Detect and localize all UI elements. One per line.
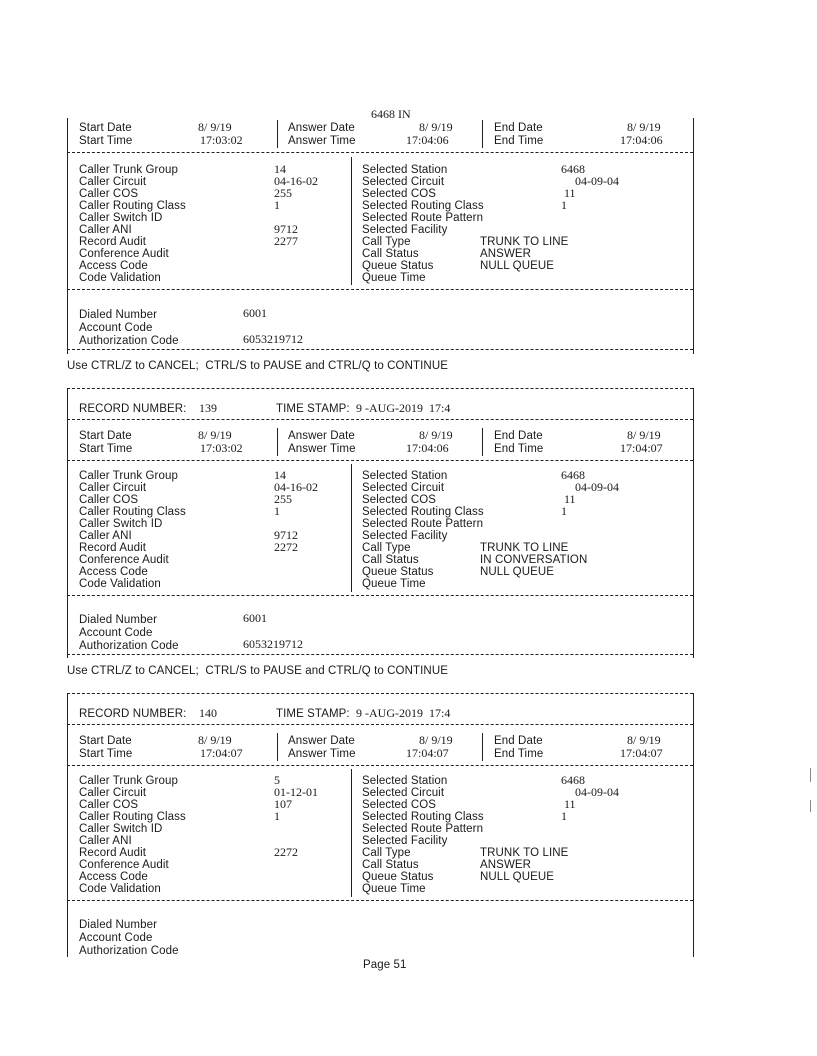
field-label: Caller COS xyxy=(79,494,139,506)
field-label: Queue Time xyxy=(362,883,426,895)
end-time-label: End Time xyxy=(494,748,544,760)
column-divider xyxy=(277,733,278,761)
left-border xyxy=(67,118,68,354)
separator xyxy=(67,289,693,290)
record-number-value: 139 xyxy=(199,401,217,415)
separator xyxy=(67,349,693,350)
left-border xyxy=(67,693,68,957)
answer-date-value: 8/ 9/19 xyxy=(419,733,453,747)
dialed-number-label: Dialed Number xyxy=(79,309,157,321)
column-divider xyxy=(351,464,352,592)
start-date-value: 8/ 9/19 xyxy=(198,428,232,442)
field-value: 04-09-04 xyxy=(575,174,619,188)
authorization-code-value: 6053219712 xyxy=(243,637,303,651)
field-label: Caller ANI xyxy=(79,835,132,847)
field-label: Selected Route Pattern xyxy=(362,212,484,224)
field-label: Selected Facility xyxy=(362,530,448,542)
field-value: 1 xyxy=(561,198,567,212)
column-divider xyxy=(482,733,483,761)
dialed-number-value: 6001 xyxy=(243,611,267,625)
field-label: Record Audit xyxy=(79,847,147,859)
field-value: ANSWER xyxy=(480,859,532,871)
field-value: 14 xyxy=(274,162,286,176)
field-value: TRUNK TO LINE xyxy=(480,236,569,248)
field-label: Caller Circuit xyxy=(79,482,147,494)
answer-time-value: 17:04:07 xyxy=(406,746,449,760)
field-value: 14 xyxy=(274,468,286,482)
field-value: 255 xyxy=(274,186,292,200)
field-value: TRUNK TO LINE xyxy=(480,847,569,859)
field-label: Selected Routing Class xyxy=(362,200,484,212)
authorization-code-label: Authorization Code xyxy=(79,640,179,652)
separator xyxy=(67,900,693,901)
record-number-value: 140 xyxy=(199,706,217,720)
field-label: Queue Time xyxy=(362,578,426,590)
start-time-value: 17:04:07 xyxy=(200,746,243,760)
field-label: Call Status xyxy=(362,554,419,566)
field-label: Selected Route Pattern xyxy=(362,518,484,530)
field-value: 1 xyxy=(274,504,280,518)
field-value: 04-16-02 xyxy=(274,174,318,188)
field-label: Call Status xyxy=(362,248,419,260)
end-time-label: End Time xyxy=(494,135,544,147)
field-label: Access Code xyxy=(79,566,148,578)
field-label: Conference Audit xyxy=(79,248,169,260)
end-date-value: 8/ 9/19 xyxy=(627,428,661,442)
field-label: Code Validation xyxy=(79,883,161,895)
column-divider xyxy=(482,120,483,148)
start-time-value: 17:03:02 xyxy=(200,133,243,147)
field-label: Caller Routing Class xyxy=(79,811,186,823)
control-message: Use CTRL/Z to CANCEL; CTRL/S to PAUSE and CTRL/Q to CONTINUE xyxy=(67,360,449,372)
start-time-label: Start Time xyxy=(79,443,133,455)
answer-date-label: Answer Date xyxy=(288,122,355,134)
answer-date-label: Answer Date xyxy=(288,430,355,442)
start-date-value: 8/ 9/19 xyxy=(198,733,232,747)
start-time-value: 17:03:02 xyxy=(200,441,243,455)
field-value: NULL QUEUE xyxy=(480,566,555,578)
column-divider xyxy=(351,769,352,897)
field-value: 11 xyxy=(564,492,576,506)
field-label: Caller Switch ID xyxy=(79,212,163,224)
field-label: Selected COS xyxy=(362,799,437,811)
answer-date-label: Answer Date xyxy=(288,735,355,747)
field-value: NULL QUEUE xyxy=(480,260,555,272)
field-value: 2272 xyxy=(274,540,298,554)
answer-time-label: Answer Time xyxy=(288,443,356,455)
page-number: Page 51 xyxy=(363,959,407,971)
field-label: Caller Switch ID xyxy=(79,823,163,835)
column-divider xyxy=(277,120,278,148)
start-time-label: Start Time xyxy=(79,135,133,147)
field-value: 5 xyxy=(274,773,280,787)
answer-time-label: Answer Time xyxy=(288,135,356,147)
time-stamp-label: TIME STAMP: xyxy=(276,403,350,415)
field-label: Selected Station xyxy=(362,775,448,787)
field-label: Caller ANI xyxy=(79,224,132,236)
field-label: Call Type xyxy=(362,542,411,554)
field-label: Caller ANI xyxy=(79,530,132,542)
start-time-label: Start Time xyxy=(79,748,133,760)
right-border xyxy=(693,388,694,658)
dialed-number-value: 6001 xyxy=(243,306,267,320)
field-label: Record Audit xyxy=(79,236,147,248)
field-label: Record Audit xyxy=(79,542,147,554)
field-value: IN CONVERSATION xyxy=(480,554,588,566)
separator xyxy=(67,693,693,694)
scan-mark xyxy=(810,800,811,812)
dialed-number-label: Dialed Number xyxy=(79,919,157,931)
field-value: TRUNK TO LINE xyxy=(480,542,569,554)
field-label: Caller COS xyxy=(79,188,139,200)
field-value: 1 xyxy=(561,504,567,518)
field-label: Selected COS xyxy=(362,494,437,506)
field-value: 2277 xyxy=(274,234,298,248)
account-code-label: Account Code xyxy=(79,322,153,334)
channel-label: 6468 IN xyxy=(371,107,411,121)
end-time-value: 17:04:06 xyxy=(620,133,663,147)
field-label: Selected Circuit xyxy=(362,787,445,799)
field-value: 6468 xyxy=(561,773,585,787)
field-value: 04-09-04 xyxy=(575,785,619,799)
field-label: Caller Trunk Group xyxy=(79,775,178,787)
field-label: Selected Station xyxy=(362,470,448,482)
field-label: Code Validation xyxy=(79,578,161,590)
field-value: 9712 xyxy=(274,528,298,542)
column-divider xyxy=(482,428,483,456)
right-border xyxy=(693,693,694,957)
answer-date-value: 8/ 9/19 xyxy=(419,428,453,442)
field-value: ANSWER xyxy=(480,248,532,260)
record-number-label: RECORD NUMBER: xyxy=(79,708,187,720)
field-value: 01-12-01 xyxy=(274,785,318,799)
field-label: Selected COS xyxy=(362,188,437,200)
right-border xyxy=(693,118,694,354)
control-message: Use CTRL/Z to CANCEL; CTRL/S to PAUSE and CTRL/Q to CONTINUE xyxy=(67,665,449,677)
time-stamp-label: TIME STAMP: xyxy=(276,708,350,720)
end-date-value: 8/ 9/19 xyxy=(627,733,661,747)
field-label: Caller Routing Class xyxy=(79,506,186,518)
account-code-label: Account Code xyxy=(79,627,153,639)
start-date-label: Start Date xyxy=(79,122,132,134)
authorization-code-value: 6053219712 xyxy=(243,332,303,346)
field-label: Call Type xyxy=(362,847,411,859)
field-value: 1 xyxy=(561,809,567,823)
field-label: Caller Trunk Group xyxy=(79,164,178,176)
column-divider xyxy=(351,157,352,285)
answer-time-value: 17:04:06 xyxy=(406,441,449,455)
separator xyxy=(67,152,693,153)
field-value: 6468 xyxy=(561,468,585,482)
field-label: Selected Facility xyxy=(362,835,448,847)
field-value: 04-16-02 xyxy=(274,480,318,494)
column-divider xyxy=(277,428,278,456)
field-label: Caller Switch ID xyxy=(79,518,163,530)
end-date-label: End Date xyxy=(494,122,543,134)
field-value: 6468 xyxy=(561,162,585,176)
field-label: Caller COS xyxy=(79,799,139,811)
field-label: Selected Route Pattern xyxy=(362,823,484,835)
answer-time-label: Answer Time xyxy=(288,748,356,760)
start-date-label: Start Date xyxy=(79,735,132,747)
field-label: Queue Status xyxy=(362,260,434,272)
field-label: Selected Circuit xyxy=(362,482,445,494)
field-label: Caller Routing Class xyxy=(79,200,186,212)
field-value: 11 xyxy=(564,797,576,811)
separator xyxy=(67,724,693,725)
end-date-label: End Date xyxy=(494,430,543,442)
end-time-label: End Time xyxy=(494,443,544,455)
left-border xyxy=(67,388,68,658)
separator xyxy=(67,654,693,655)
field-value: 1 xyxy=(274,809,280,823)
authorization-code-label: Authorization Code xyxy=(79,335,179,347)
field-label: Caller Circuit xyxy=(79,176,147,188)
end-time-value: 17:04:07 xyxy=(620,441,663,455)
field-label: Selected Circuit xyxy=(362,176,445,188)
time-stamp-value: 9 -AUG-2019 17:4 xyxy=(356,706,451,720)
answer-date-value: 8/ 9/19 xyxy=(419,120,453,134)
record-number-label: RECORD NUMBER: xyxy=(79,403,187,415)
time-stamp-value: 9 -AUG-2019 17:4 xyxy=(356,401,451,415)
authorization-code-label: Authorization Code xyxy=(79,945,179,957)
field-label: Selected Routing Class xyxy=(362,811,484,823)
end-time-value: 17:04:07 xyxy=(620,746,663,760)
field-label: Access Code xyxy=(79,871,148,883)
field-label: Conference Audit xyxy=(79,859,169,871)
separator xyxy=(67,595,693,596)
field-label: Access Code xyxy=(79,260,148,272)
end-date-label: End Date xyxy=(494,735,543,747)
field-label: Caller Circuit xyxy=(79,787,147,799)
start-date-label: Start Date xyxy=(79,430,132,442)
field-label: Selected Facility xyxy=(362,224,448,236)
account-code-label: Account Code xyxy=(79,932,153,944)
separator xyxy=(67,388,693,389)
answer-time-value: 17:04:06 xyxy=(406,133,449,147)
field-label: Call Status xyxy=(362,859,419,871)
start-date-value: 8/ 9/19 xyxy=(198,120,232,134)
field-label: Queue Status xyxy=(362,871,434,883)
end-date-value: 8/ 9/19 xyxy=(627,120,661,134)
field-value: 11 xyxy=(564,186,576,200)
field-label: Code Validation xyxy=(79,272,161,284)
field-value: 1 xyxy=(274,198,280,212)
field-label: Queue Status xyxy=(362,566,434,578)
field-label: Conference Audit xyxy=(79,554,169,566)
separator xyxy=(67,765,693,766)
field-value: 04-09-04 xyxy=(575,480,619,494)
separator xyxy=(67,419,693,420)
separator xyxy=(67,460,693,461)
field-value: NULL QUEUE xyxy=(480,871,555,883)
field-value: 9712 xyxy=(274,222,298,236)
field-label: Selected Station xyxy=(362,164,448,176)
field-label: Caller Trunk Group xyxy=(79,470,178,482)
field-value: 255 xyxy=(274,492,292,506)
dialed-number-label: Dialed Number xyxy=(79,614,157,626)
scan-mark xyxy=(810,768,811,782)
field-label: Selected Routing Class xyxy=(362,506,484,518)
field-value: 2272 xyxy=(274,845,298,859)
field-label: Queue Time xyxy=(362,272,426,284)
field-label: Call Type xyxy=(362,236,411,248)
field-value: 107 xyxy=(274,797,292,811)
